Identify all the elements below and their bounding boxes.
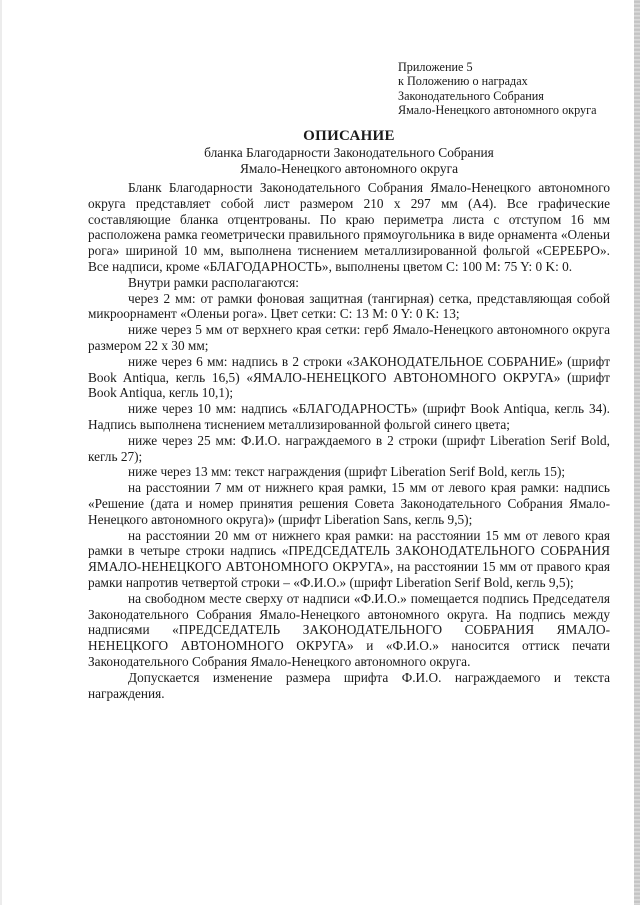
appendix-line: к Положению о наградах <box>398 74 528 89</box>
paragraph: на свободном месте сверху от надписи «Ф.И.О.» помещается подпись Председателя Законодательного Собрания Ямало-Ненецкого автономного округа. На подпись между надписями «ПРЕДСЕДАТЕЛЬ ЗАКОНОДАТЕЛЬНОГО СОБРАНИЯ ЯМАЛО-НЕНЕЦКОГО АВТОНОМНОГО ОКРУГА» и «Ф.И.О.» наносится оттиск печати Законодательного Собрания Ямало-Ненецкого автономного округа. <box>88 590 610 669</box>
paragraph: Допускается изменение размера шрифта Ф.И.О. награждаемого и текста награждения. <box>88 669 610 701</box>
appendix-line: Ямало-Ненецкого автономного округа <box>398 103 597 118</box>
appendix-line: Законодательного Собрания <box>398 88 544 103</box>
paragraph: через 2 мм: от рамки фоновая защитная (тангирная) сетка, представляющая собой микроорнамент «Оленьи рога». Цвет сетки: С: 13 M: 0 Y: 0 K: 13; <box>88 290 610 322</box>
document-body <box>88 180 610 701</box>
document-subtitle-line: бланка Благодарности Законодательного Собрания <box>204 145 494 160</box>
appendix-line: Приложение 5 <box>398 60 473 74</box>
document-subtitle-line: Ямало-Ненецкого автономного округа <box>239 160 459 176</box>
title-block <box>88 127 610 176</box>
paragraph: ниже через 25 мм: Ф.И.О. награждаемого в 2 строки (шрифт Liberation Serif Bold, кегль 27); <box>88 432 610 464</box>
paragraph: ниже через 6 мм: надпись в 2 строки «ЗАКОНОДАТЕЛЬНОЕ СОБРАНИЕ» (шрифт Book Antiqua, кегль 16,5) «ЯМАЛО-НЕНЕЦКОГО АВТОНОМНОГО ОКРУГА» (шрифт Book Antiqua, кегль 10,1); <box>88 353 610 401</box>
paragraph: ниже через 13 мм: текст награждения (шрифт Liberation Serif Bold, кегль 15); <box>128 464 566 480</box>
scan-edge-left <box>0 0 2 905</box>
document-title: ОПИСАНИЕ <box>303 128 395 144</box>
scan-edge-right <box>634 0 640 905</box>
paragraph: на расстоянии 20 мм от нижнего края рамки: на расстоянии 15 мм от левого края рамки в четыре строки надпись «ПРЕДСЕДАТЕЛЬ ЗАКОНОДАТЕЛЬНОГО СОБРАНИЯ ЯМАЛО-НЕНЕЦКОГО АВТОНОМНОГО ОКРУГА», на расстоянии 15 мм от правого края рамки напротив четвертой строки – «Ф.И.О.» (шрифт Liberation Serif Bold, кегль 9,5); <box>88 527 610 590</box>
paragraph: ниже через 5 мм от верхнего края сетки: герб Ямало-Ненецкого автономного округа размером 22 х 30 мм; <box>88 322 610 353</box>
paragraph: Внутри рамки располагаются: <box>128 274 299 290</box>
appendix-note <box>398 60 628 118</box>
paragraph: Бланк Благодарности Законодательного Собрания Ямало-Ненецкого автономного округа представляет собой лист размером 210 х 297 мм (А4). Все графические составляющие бланка отцентрованы. По краю периметра листа с отступом 16 мм расположена рамка геометрически правильного прямоугольника в виде орнамента «Оленьи рога» шириной 10 мм, выполнена тиснением металлизированной фольгой «СЕРЕБРО». Все надписи, кроме «БЛАГОДАРНОСТЬ», выполнены цветом С: 100 M: 75 Y: 0 K: 0. <box>88 180 610 274</box>
paragraph: ниже через 10 мм: надпись «БЛАГОДАРНОСТЬ» (шрифт Book Antiqua, кегль 34). Надпись выполнена тиснением металлизированной фольгой синего цвета; <box>88 401 610 432</box>
paragraph: на расстоянии 7 мм от нижнего края рамки, 15 мм от левого края рамки: надпись «Решение (дата и номер принятия решения Совета Законодательного Собрания Ямало-Ненецкого автономного округа)» (шрифт Liberation Sans, кегль 9,5); <box>88 480 610 527</box>
